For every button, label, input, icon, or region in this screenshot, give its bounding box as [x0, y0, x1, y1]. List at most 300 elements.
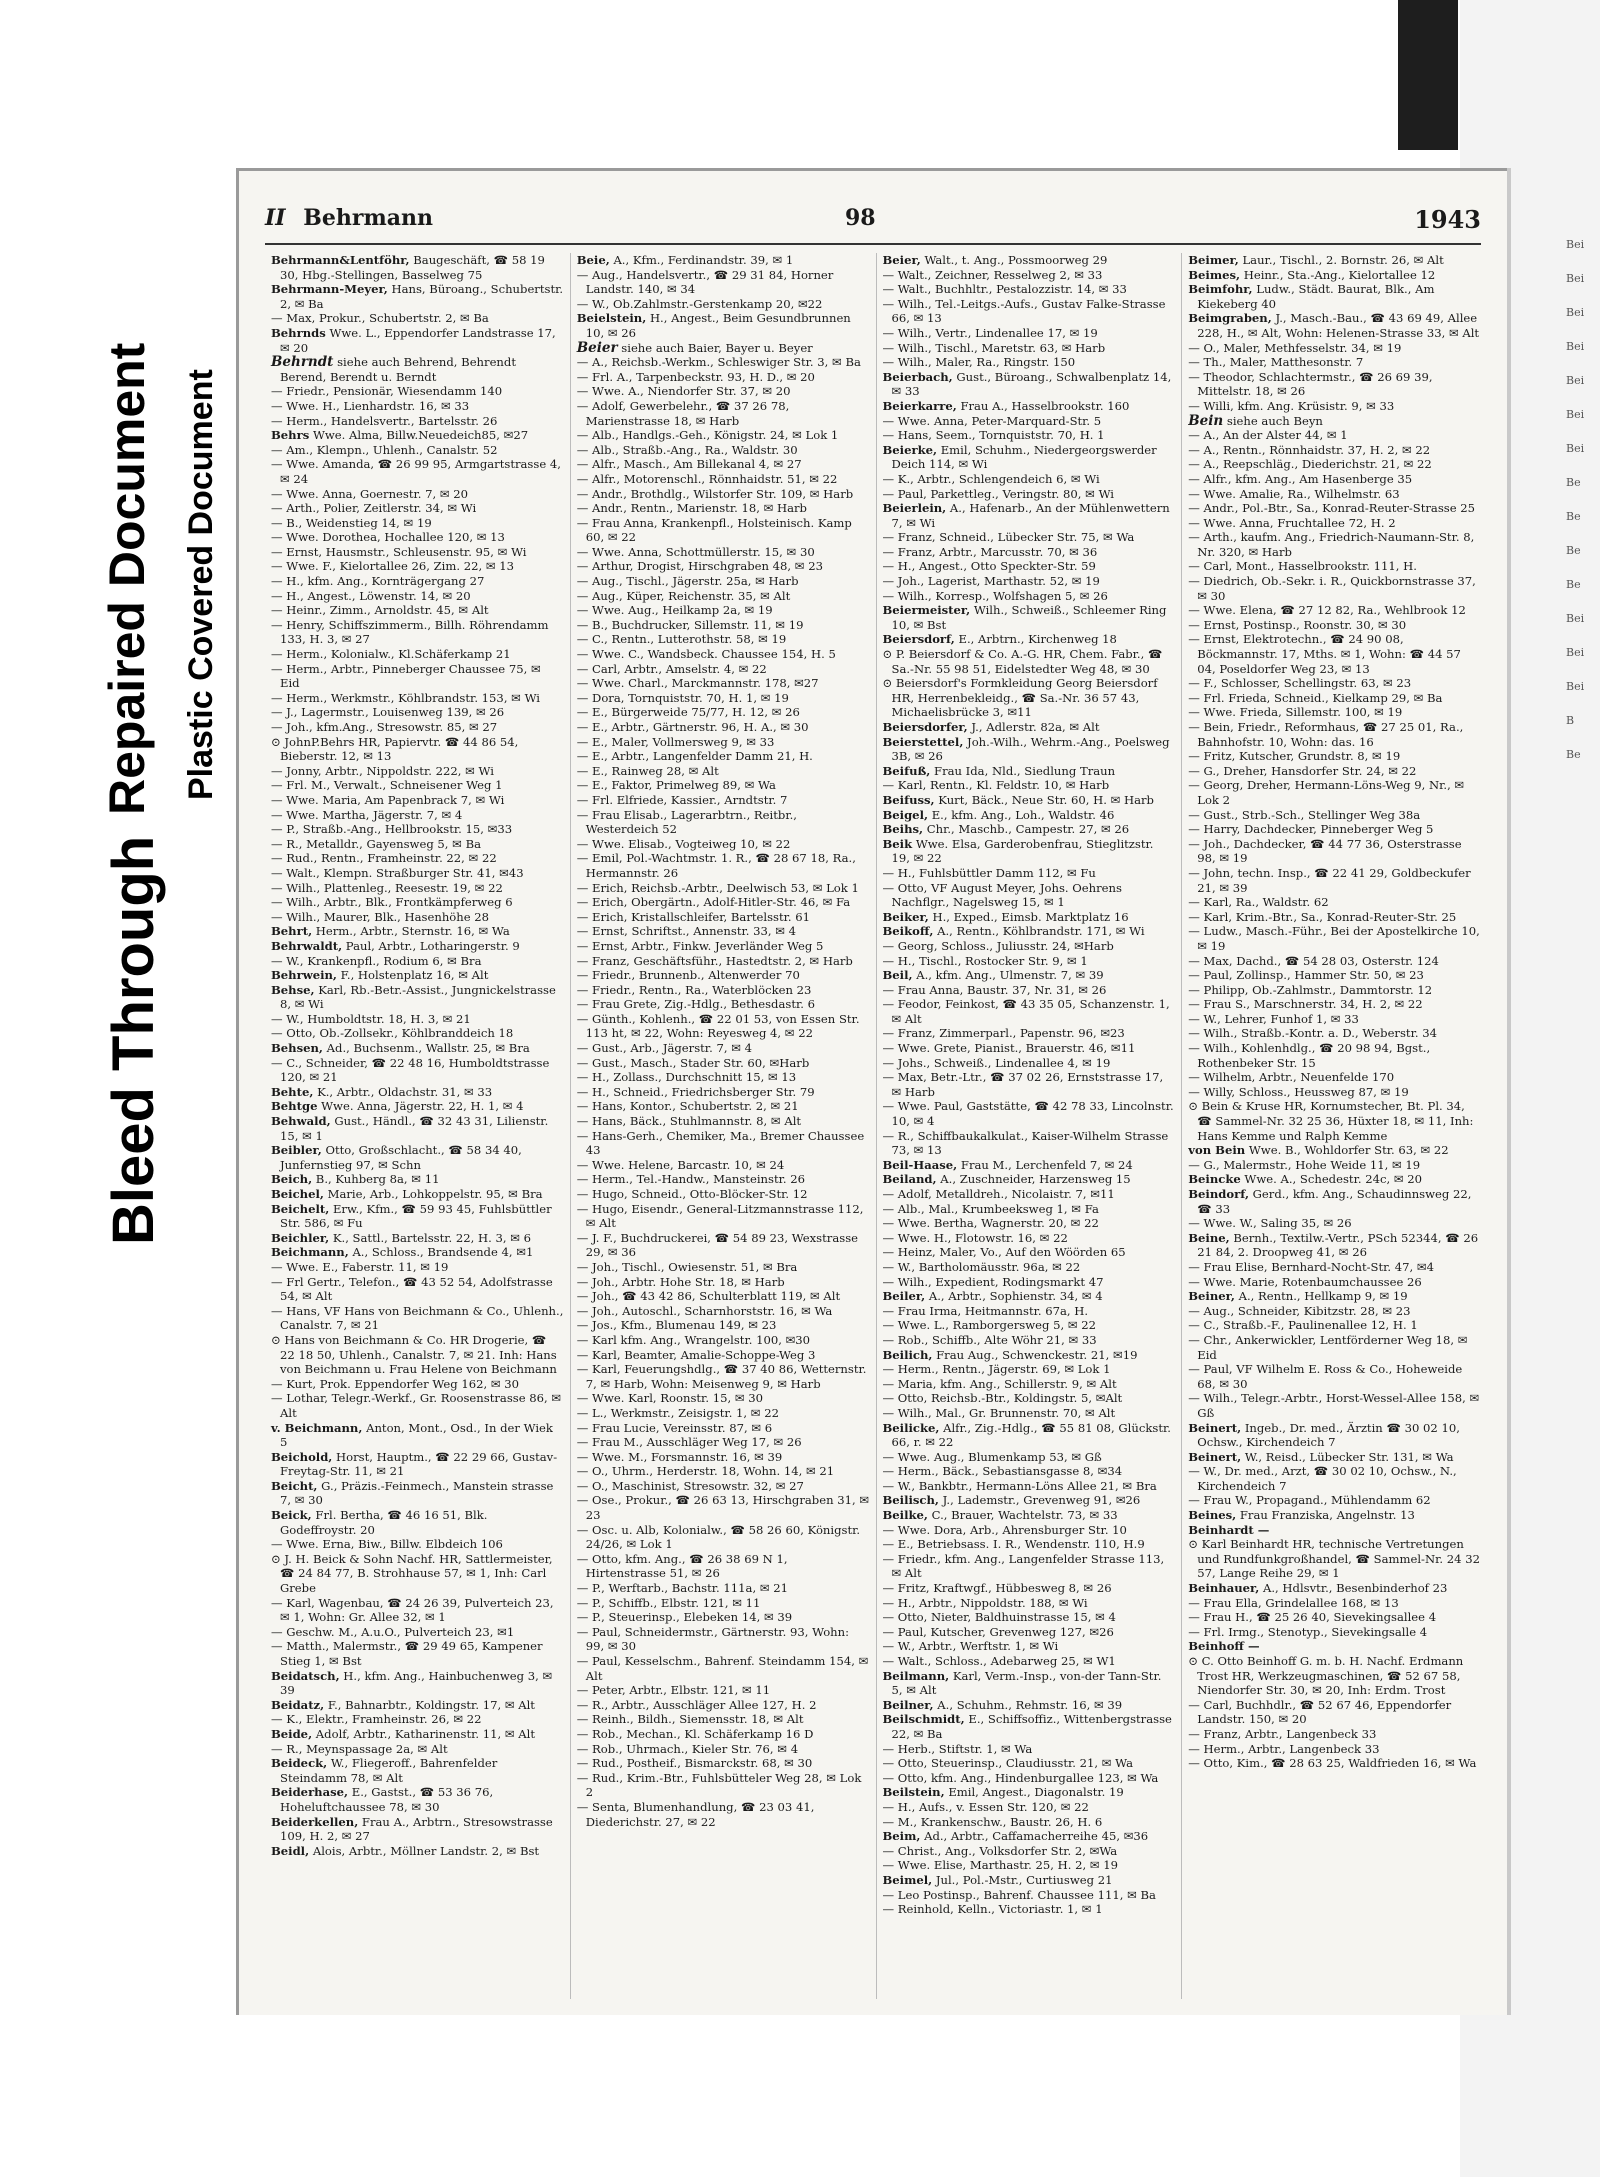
directory-entry — [1188, 618, 1481, 633]
entry-text: — Wwe. Martha, Jägerstr. 7, ✉ 4 — [271, 807, 463, 822]
entry-text: Heinr., Sta.-Ang., Kielortallee 12 — [1243, 267, 1436, 282]
directory-entry — [577, 1464, 870, 1479]
directory-entry — [577, 516, 870, 545]
entry-surname: Beichel, — [271, 1187, 324, 1201]
entry-text: — Lothar, Telegr.-Werkf., Gr. Roosenstrasse 86, ✉ Alt — [271, 1391, 562, 1420]
directory-entry — [883, 1289, 1176, 1304]
entry-text: — Paul, Zollinsp., Hammer Str. 50, ✉ 23 — [1188, 968, 1424, 983]
entry-text: — G., Malermstr., Hohe Weide 11, ✉ 19 — [1188, 1157, 1421, 1172]
directory-entry — [883, 1698, 1176, 1713]
entry-text: — Alb., Handlgs.-Geh., Königstr. 24, ✉ Lok 1 — [576, 428, 839, 443]
entry-surname: Beigel, — [882, 807, 929, 822]
directory-entry — [1188, 1581, 1481, 1596]
directory-entry — [883, 1537, 1176, 1552]
directory-entry — [271, 1844, 564, 1859]
entry-text: — Hans, Bäck., Stuhlmannstr. 8, ✉ Alt — [576, 1114, 802, 1129]
entry-text: — Wilh., Maler, Ra., Ringstr. 150 — [882, 355, 1076, 370]
directory-entry — [271, 1143, 564, 1172]
entry-surname: Beiland, — [882, 1172, 937, 1187]
entry-text: — Hans, VF Hans von Beichmann & Co., Uhlenh., Canalstr. 7, ✉ 21 — [271, 1303, 564, 1333]
entry-text: — Erich, Reichsb.-Arbtr., Deelwisch 53, ✉ Lok 1 — [576, 880, 859, 895]
entry-text: — Frau Irma, Heitmannstr. 67a, H. — [882, 1303, 1089, 1318]
entry-text: — Frl. Frieda, Schneid., Kielkamp 29, ✉ Ba — [1188, 690, 1443, 705]
entry-text: — Alb., Straßb.-Ang., Ra., Waldstr. 30 — [576, 442, 798, 457]
entry-text: — E., Rainweg 28, ✉ Alt — [576, 763, 719, 778]
entry-text: — Frau H., ☎ 25 26 40, Sievekingsallee 4 — [1188, 1610, 1437, 1625]
entry-text: — Adolf, Metalldreh., Nicolaistr. 7, ✉11 — [882, 1187, 1115, 1201]
directory-entry — [577, 910, 870, 925]
entry-text: — Otto, Reichsb.-Btr., Koldingstr. 5, ✉Alt — [882, 1391, 1123, 1406]
entry-text: — Aug., Schneider, Kibitzstr. 28, ✉ 23 — [1188, 1303, 1411, 1318]
column-3 — [877, 253, 1183, 1999]
entry-surname: Beiersdorf, — [882, 632, 955, 647]
entry-text: — Theodor, Schlachtermstr., ☎ 26 69 39, Mittelstr. 18, ✉ 26 — [1188, 369, 1433, 399]
directory-entry — [577, 311, 870, 340]
entry-text: — Herm., Kolonialw., Kl.Schäferkamp 21 — [271, 647, 511, 662]
entry-text: — Th., Maler, Matthesonstr. 7 — [1188, 355, 1364, 370]
directory-entry — [883, 1421, 1176, 1450]
entry-text: — Heinz, Maler, Vo., Auf den Wöörden 65 — [882, 1245, 1126, 1260]
entry-text: — Wwe. Marie, Rotenbaumchaussee 26 — [1188, 1274, 1422, 1289]
entry-text: — Wwe. Anna, Fruchtallee 72, H. 2 — [1188, 515, 1396, 530]
directory-entry — [271, 1041, 564, 1056]
entry-surname: Behrwein, — [271, 968, 337, 983]
directory-entry — [883, 735, 1176, 764]
entry-text: — Paul, VF Wilhelm E. Ross & Co., Hoheweide 68, ✉ 30 — [1188, 1362, 1463, 1391]
entry-text: — Herm., Arbtr., Langenbeck 33 — [1188, 1741, 1380, 1756]
directory-entry — [577, 851, 870, 880]
directory-entry — [883, 1873, 1176, 1888]
entry-text: — P., Werftarb., Bachstr. 111a, ✉ 21 — [576, 1581, 788, 1596]
entry-text: — Joh., kfm.Ang., Stresowstr. 85, ✉ 27 — [271, 720, 498, 734]
directory-entry — [1188, 1289, 1481, 1304]
entry-text: Jul., Pol.-Mstr., Curtiusweg 21 — [935, 1872, 1113, 1887]
entry-text: — Herm., Handelsvertr., Bartelsstr. 26 — [271, 413, 498, 428]
entry-surname: Behrwaldt, — [271, 938, 343, 953]
directory-entry — [883, 764, 1176, 779]
entry-text: — A., Rentn., Rönnhaidstr. 37, H. 2, ✉ 22 — [1188, 442, 1431, 457]
entry-text: A., kfm. Ang., Ulmenstr. 7, ✉ 39 — [916, 968, 1104, 983]
entry-text: — Wwe. Aug., Blumenkamp 53, ✉ Gß — [882, 1449, 1102, 1464]
entry-text: — G., Dreher, Hansdorfer Str. 24, ✉ 22 — [1188, 763, 1417, 778]
entry-surname: Behrs — [271, 428, 310, 443]
directory-entry — [577, 1406, 870, 1421]
directory-entry — [883, 910, 1176, 925]
entry-text: — Wwe. Anna, Goernestr. 7, ✉ 20 — [271, 486, 469, 501]
entry-text: Frau Ida, Nld., Siedlung Traun — [934, 763, 1116, 778]
entry-text: — Hugo, Schneid., Otto-Blöcker-Str. 12 — [576, 1187, 808, 1201]
entry-text: Wwe. L., Eppendorfer Landstrasse 17, ✉ 20 — [280, 325, 556, 355]
entry-text: — Georg, Schloss., Juliusstr. 24, ✉Harb — [882, 938, 1114, 953]
directory-entry — [271, 1479, 564, 1508]
directory-entry — [883, 676, 1176, 720]
directory-entry — [883, 1172, 1176, 1187]
entry-text: ⊙ Bein & Kruse HR, Kornumstecher, Bt. Pl. 34, ☎ Sammel-Nr. 32 25 36, Hüxter 18, ✉ 11, Inh: Hans Kemme und Ralph Kemme — [1188, 1099, 1474, 1143]
entry-text: — Fritz, Kraftwgf., Hübbesweg 8, ✉ 26 — [882, 1581, 1112, 1596]
directory-entry — [271, 282, 564, 311]
entry-text: — Joh., Dachdecker, ☎ 44 77 36, Osterstrasse 98, ✉ 19 — [1188, 836, 1462, 866]
entry-text: — Frl. Irmg., Stenotyp., Sievekingsalle 4 — [1188, 1624, 1428, 1639]
entry-text: — Arthur, Drogist, Hirschgraben 48, ✉ 23 — [576, 559, 823, 574]
directory-entry — [1188, 603, 1481, 618]
directory-entry — [1188, 1216, 1481, 1231]
directory-entry — [1188, 399, 1481, 414]
directory-entry — [577, 370, 870, 385]
entry-text: — Frau Grete, Zig.-Hdlg., Bethesdastr. 6 — [576, 997, 816, 1012]
entry-text: — Rob., Uhrmach., Kieler Str. 76, ✉ 4 — [576, 1741, 799, 1756]
entry-text: — Geschw. M., A.u.O., Pulverteich 23, ✉1 — [271, 1624, 515, 1639]
peek-fragment: Bei — [1566, 612, 1585, 625]
directory-entry — [1188, 1698, 1481, 1727]
directory-entry — [883, 443, 1176, 472]
entry-text: Wwe. A., Schedestr. 24c, ✉ 20 — [1244, 1172, 1422, 1187]
directory-entry — [271, 837, 564, 852]
entry-text: — Alfr., Motorenschl., Rönnhaidstr. 51, ✉ 22 — [576, 471, 838, 486]
directory-entry — [1188, 1756, 1481, 1771]
entry-text: — Herm., Werkmstr., Köhlbrandstr. 153, ✉ Wi — [271, 690, 541, 705]
entry-surname: Beiner, — [1188, 1289, 1235, 1304]
entry-surname: Beierke, — [882, 442, 938, 457]
entry-text: C., Brauer, Wachtelstr. 73, ✉ 33 — [931, 1508, 1118, 1523]
entry-text: — W., Arbtr., Werftstr. 1, ✉ Wi — [882, 1639, 1059, 1654]
entry-surname: Beinhoff — — [1188, 1639, 1260, 1654]
directory-entry — [271, 1202, 564, 1231]
entry-text: A., Schloss., Brandsende 4, ✉1 — [352, 1245, 534, 1260]
directory-entry — [577, 1070, 870, 1085]
directory-entry — [883, 1464, 1176, 1479]
directory-entry — [271, 778, 564, 793]
entry-text: Alfr., Zig.-Hdlg., ☎ 55 81 08, Glückstr. 66, r. ✉ 22 — [891, 1420, 1171, 1450]
entry-text: Wilh., Schweiß., Schleemer Ring 10, ✉ Bst — [891, 603, 1167, 632]
directory-entry — [1188, 1231, 1481, 1260]
directory-entry — [271, 559, 564, 574]
directory-entry — [577, 1158, 870, 1173]
directory-entry — [883, 1800, 1176, 1815]
entry-text: — Diedrich, Ob.-Sekr. i. R., Quickbornstrasse 37, ✉ 30 — [1188, 574, 1476, 603]
directory-entry — [1188, 1654, 1481, 1698]
directory-entry — [271, 1231, 564, 1246]
directory-entry — [1188, 1493, 1481, 1508]
directory-entry — [1188, 457, 1481, 472]
entry-surname: Beindorf, — [1188, 1187, 1249, 1201]
directory-entry — [883, 1129, 1176, 1158]
directory-entry — [883, 1318, 1176, 1333]
entry-surname: Beilschmidt, — [882, 1712, 965, 1727]
entry-surname: Behtge — [271, 1099, 318, 1114]
entry-text: — Wwe. Dorothea, Hochallee 120, ✉ 13 — [271, 530, 505, 545]
entry-surname: Behrmann-Meyer, — [271, 282, 388, 297]
entry-text: — Rud., Rentn., Framheinstr. 22, ✉ 22 — [271, 851, 497, 866]
entry-surname: Beil-Haase, — [882, 1157, 958, 1172]
directory-entry — [577, 1085, 870, 1100]
entry-text: — Frau Elisab., Lagerarbtrn., Reitbr., Westerdeich 52 — [576, 807, 797, 837]
entry-text: Ad., Buchsenm., Wallstr. 25, ✉ Bra — [326, 1041, 530, 1056]
directory-entry — [1188, 1304, 1481, 1319]
entry-text: — Franz, Arbtr., Marcusstr. 70, ✉ 36 — [882, 544, 1098, 559]
entry-text: Frl. Bertha, ☎ 46 16 51, Blk. Godeffroystr. 20 — [280, 1508, 488, 1537]
directory-entry — [1188, 983, 1481, 998]
directory-entry — [883, 1508, 1176, 1523]
entry-surname: Beidl, — [271, 1843, 310, 1858]
entry-surname: v. Beichmann, — [271, 1420, 363, 1435]
entry-text: — Otto, Kim., ☎ 28 63 25, Waldfrieden 16, ✉ Wa — [1188, 1756, 1477, 1771]
entry-text: — Alfr., Masch., Am Billekanal 4, ✉ 27 — [576, 457, 802, 472]
directory-entry — [577, 1523, 870, 1552]
directory-entry — [1188, 720, 1481, 749]
entry-text: — Wilh., Tel.-Leitgs.-Aufs., Gustav Falke-Strasse 66, ✉ 13 — [882, 296, 1166, 326]
entry-text: — J. F., Buchdruckerei, ☎ 54 89 23, Wexstrasse 29, ✉ 36 — [576, 1230, 858, 1260]
entry-text: — Wwe. Charl., Marckmannstr. 178, ✉27 — [576, 676, 819, 691]
entry-text: — Christ., Ang., Volksdorfer Str. 2, ✉Wa — [882, 1843, 1118, 1858]
entry-text: — Dora, Tornquiststr. 70, H. 1, ✉ 19 — [576, 690, 789, 705]
directory-entry — [577, 1581, 870, 1596]
entry-text: — Matth., Malermstr., ☎ 29 49 65, Kampener Stieg 1, ✉ Bst — [271, 1639, 543, 1668]
peek-fragment: Be — [1566, 510, 1581, 523]
entry-surname: Beier, — [882, 253, 921, 267]
entry-text: J., Adlerstr. 82a, ✉ Alt — [971, 720, 1100, 734]
directory-entry — [577, 881, 870, 896]
entry-surname: Beihs, — [882, 822, 924, 837]
entry-text: G., Präzis.-Feinmech., Manstein strasse 7, ✉ 30 — [280, 1478, 554, 1508]
directory-entry — [1188, 910, 1481, 925]
directory-entry — [883, 1712, 1176, 1741]
directory-entry — [883, 1552, 1176, 1581]
entry-surname: Beimer, — [1188, 253, 1239, 267]
directory-entry — [1188, 1523, 1481, 1538]
entry-text: — Hans-Gerh., Chemiker, Ma., Bremer Chaussee 43 — [576, 1128, 865, 1158]
entry-text: — Fritz, Kutscher, Grundstr. 8, ✉ 19 — [1188, 749, 1401, 764]
entry-text: E., Gastst., ☎ 53 36 76, Hoheluftchaussee 78, ✉ 30 — [280, 1785, 494, 1814]
directory-entry — [1188, 1085, 1481, 1100]
entry-text: — Paul, Kutscher, Grevenweg 127, ✉26 — [882, 1624, 1114, 1639]
entry-text: A., Schuhm., Rehmstr. 16, ✉ 39 — [937, 1697, 1123, 1712]
entry-text: — Karl, Krim.-Btr., Sa., Konrad-Reuter-Str. 25 — [1188, 909, 1457, 924]
directory-entry — [271, 720, 564, 735]
entry-text: — Wwe. Anna, Schottmüllerstr. 15, ✉ 30 — [576, 544, 815, 559]
directory-entry — [1188, 487, 1481, 502]
entry-surname: Beilich, — [882, 1347, 933, 1362]
entry-text: — B., Buchdrucker, Sillemstr. 11, ✉ 19 — [576, 617, 804, 632]
entry-text: — Franz, Geschäftsführ., Hastedtstr. 2, ✉ Harb — [576, 953, 853, 968]
entry-text: — R., Meynspassage 2a, ✉ Alt — [271, 1741, 448, 1756]
entry-text: — Karl, Ra., Waldstr. 62 — [1188, 895, 1329, 910]
directory-entry — [883, 997, 1176, 1026]
entry-text: — Wwe. E., Faberstr. 11, ✉ 19 — [271, 1259, 449, 1274]
directory-entry — [883, 399, 1176, 414]
peek-fragment: Bei — [1566, 374, 1585, 387]
entry-text: — Henry, Schiffszimmerm., Billh. Röhrendamm 133, H. 3, ✉ 27 — [271, 617, 549, 647]
directory-entry — [271, 1391, 564, 1420]
entry-text: — H., Aufs., v. Essen Str. 120, ✉ 22 — [882, 1799, 1089, 1814]
directory-entry — [577, 1683, 870, 1698]
peek-fragment: Bei — [1566, 442, 1585, 455]
directory-entry — [577, 1114, 870, 1129]
entry-text: — W., Bartholomäusstr. 96a, ✉ 22 — [882, 1259, 1081, 1274]
entry-text: — Andr., Rentn., Marienstr. 18, ✉ Harb — [576, 501, 807, 516]
entry-text: — Emil, Pol.-Wachtmstr. 1. R., ☎ 28 67 18, Ra., Hermannstr. 26 — [576, 851, 856, 880]
directory-entry — [883, 1785, 1176, 1800]
directory-entry — [271, 1625, 564, 1640]
entry-text: K., Arbtr., Oldachstr. 31, ✉ 33 — [317, 1084, 493, 1099]
entry-surname: Beinhardt — — [1188, 1522, 1270, 1537]
entry-columns — [265, 253, 1487, 1999]
directory-entry — [271, 1639, 564, 1668]
entry-text: — Peter, Arbtr., Elbstr. 121, ✉ 11 — [576, 1683, 771, 1698]
entry-text: — H., Zollass., Durchschnitt 15, ✉ 13 — [576, 1070, 797, 1085]
entry-surname: Beilisch, — [882, 1493, 939, 1508]
entry-text: — Ludw., Masch.-Führ., Bei der Apostelkirche 10, ✉ 19 — [1188, 924, 1480, 953]
entry-text: — Wwe. Karl, Roonstr. 15, ✉ 30 — [576, 1391, 763, 1406]
directory-entry — [883, 881, 1176, 910]
entry-text: — Karl kfm. Ang., Wrangelstr. 100, ✉30 — [576, 1332, 811, 1347]
entry-text: — Willi, kfm. Ang. Krüsistr. 9, ✉ 33 — [1188, 398, 1395, 413]
directory-entry — [1188, 1158, 1481, 1173]
entry-text: — Ernst, Schriftst., Annenstr. 33, ✉ 4 — [576, 924, 797, 939]
directory-entry — [271, 1698, 564, 1713]
directory-entry — [577, 545, 870, 560]
directory-entry — [577, 1742, 870, 1757]
entry-text: — H., Fuhlsbüttler Damm 112, ✉ Fu — [882, 865, 1096, 880]
directory-entry — [1188, 559, 1481, 574]
directory-entry — [271, 414, 564, 429]
entry-text: — Ernst, Elektrotechn., ☎ 24 90 08, Böckmannstr. 17, Mths. ✉ 1, Wohn: ☎ 44 57 04, Poseldorfer Weg 23, ✉ 13 — [1188, 632, 1461, 676]
directory-entry — [577, 1435, 870, 1450]
directory-entry — [577, 837, 870, 852]
entry-text: — Harry, Dachdecker, Pinneberger Weg 5 — [1188, 822, 1434, 837]
directory-entry — [577, 428, 870, 443]
entry-text: — Carl, Buchhdlr., ☎ 52 67 46, Eppendorfer Landstr. 150, ✉ 20 — [1188, 1697, 1452, 1727]
entry-text: ⊙ Beiersdorf's Formkleidung Georg Beiersdorf HR, Herrenbekleidg., ☎ Sa.-Nr. 36 57 43, Michaelisbrücke 3, ✉11 — [882, 676, 1158, 720]
entry-surname: Beilicke, — [882, 1420, 940, 1435]
header-rule — [265, 243, 1481, 245]
entry-text: Emil, Schuhm., Niedergeorgswerder Deich 114, ✉ Wi — [891, 442, 1157, 472]
entry-text: — Otto, Nieter, Baldhuinstrasse 15, ✉ 4 — [882, 1610, 1116, 1625]
entry-text: — Wilh., Korresp., Wolfshagen 5, ✉ 26 — [882, 588, 1108, 603]
entry-text: A., Rentn., Köhlbrandstr. 171, ✉ Wi — [937, 924, 1145, 939]
directory-entry — [577, 1610, 870, 1625]
entry-text: — Frl. Elfriede, Kassier., Arndtstr. 7 — [576, 792, 788, 807]
directory-entry — [577, 1552, 870, 1581]
directory-entry — [883, 1829, 1176, 1844]
directory-entry — [577, 1056, 870, 1071]
entry-text: — E., Maler, Vollmersweg 9, ✉ 33 — [576, 734, 775, 749]
directory-entry — [1188, 866, 1481, 895]
directory-entry — [577, 1333, 870, 1348]
directory-entry — [883, 1245, 1176, 1260]
directory-entry — [577, 1698, 870, 1713]
directory-entry — [577, 1289, 870, 1304]
directory-entry — [883, 1639, 1176, 1654]
entry-surname: Beide, — [271, 1726, 313, 1741]
entry-text: — Wwe. C., Wandsbeck. Chaussee 154, H. 5 — [576, 647, 836, 662]
directory-entry — [271, 545, 564, 560]
entry-text: — Wwe. F., Kielortallee 26, Zim. 22, ✉ 13 — [271, 559, 515, 574]
directory-entry — [1188, 1260, 1481, 1275]
entry-text: — Rud., Postheif., Bismarckstr. 68, ✉ 30 — [576, 1756, 813, 1771]
directory-entry — [883, 1260, 1176, 1275]
entry-text: ⊙ J. H. Beick & Sohn Nachf. HR, Sattlermeister, ☎ 24 84 77, B. Strohhause 57, ✉ 1, Inh: Carl Grebe — [271, 1551, 553, 1596]
directory-entry — [1188, 632, 1481, 676]
directory-entry — [577, 1172, 870, 1187]
entry-text: Joh.-Wilh., Wehrm.-Ang., Poelsweg 3B, ✉ 26 — [891, 734, 1170, 764]
directory-entry — [271, 1508, 564, 1537]
entry-text: — H., Tischl., Rostocker Str. 9, ✉ 1 — [882, 953, 1088, 968]
year: 1943 — [1414, 205, 1481, 234]
directory-entry — [883, 1844, 1176, 1859]
directory-entry — [577, 1450, 870, 1465]
directory-entry — [1188, 1026, 1481, 1041]
entry-text: Baugeschäft, ☎ 58 19 30, Hbg.-Stellingen, Basselweg 75 — [280, 253, 545, 282]
entry-text: — Kurt, Prok. Eppendorfer Weg 162, ✉ 30 — [271, 1376, 519, 1391]
directory-entry — [1188, 516, 1481, 531]
entry-text: — A., Reepschläg., Diederichstr. 21, ✉ 22 — [1188, 457, 1432, 472]
entry-text: — Friedr., Brunnenb., Altenwerder 70 — [576, 968, 800, 983]
directory-entry — [883, 1596, 1176, 1611]
directory-entry — [883, 1231, 1176, 1246]
entry-text: — Joh., Tischl., Owiesenstr. 51, ✉ Bra — [576, 1259, 798, 1274]
entry-text: — Wwe. W., Saling 35, ✉ 26 — [1188, 1216, 1352, 1231]
entry-text: E., Arbtrn., Kirchenweg 18 — [958, 632, 1117, 647]
directory-entry — [1188, 705, 1481, 720]
directory-entry — [271, 910, 564, 925]
directory-entry — [1188, 1742, 1481, 1757]
entry-text: Wwe. B., Wohldorfer Str. 63, ✉ 22 — [1248, 1143, 1449, 1158]
directory-entry — [577, 297, 870, 312]
entry-text: Ingeb., Dr. med., Ärztin ☎ 30 02 10, Ochsw., Kirchendeich 7 — [1197, 1420, 1460, 1450]
entry-text: — H., Angest., Otto Speckter-Str. 59 — [882, 559, 1096, 574]
entry-text: — Otto, kfm. Ang., Hindenburgallee 123, ✉ Wa — [882, 1770, 1159, 1785]
directory-entry — [883, 954, 1176, 969]
directory-entry — [577, 808, 870, 837]
entry-text: — Herm., Arbtr., Pinneberger Chaussee 75, ✉ Eid — [271, 661, 541, 691]
directory-entry — [577, 1771, 870, 1800]
directory-entry — [271, 1275, 564, 1304]
entry-text: — Wwe. Frieda, Sillemstr. 100, ✉ 19 — [1188, 705, 1403, 720]
directory-entry — [883, 924, 1176, 939]
entry-text: — Wilh., Telegr.-Arbtr., Horst-Wessel-Allee 158, ✉ Gß — [1188, 1391, 1480, 1420]
directory-entry — [1188, 443, 1481, 458]
column-4 — [1182, 253, 1487, 1999]
peek-fragment: Bei — [1566, 646, 1585, 659]
directory-entry — [271, 1669, 564, 1698]
entry-text: — Herm., Tel.-Handw., Mansteinstr. 26 — [576, 1172, 806, 1187]
scanner-dark-tab — [1398, 0, 1458, 150]
directory-entry — [271, 764, 564, 779]
entry-text: — Wwe. Erna, Biw., Billw. Elbdeich 106 — [271, 1537, 503, 1552]
directory-entry — [577, 574, 870, 589]
entry-surname: Beine, — [1188, 1230, 1230, 1245]
directory-entry — [271, 457, 564, 486]
entry-text: — Wwe. Elena, ☎ 27 12 82, Ra., Wehlbrook 12 — [1188, 603, 1466, 618]
entry-text: Herm., Arbtr., Sternstr. 16, ✉ Wa — [315, 924, 510, 939]
entry-text: — Ernst, Hausmstr., Schleusenstr. 95, ✉ Wi — [271, 544, 527, 559]
entry-surname: Beilke, — [882, 1508, 928, 1523]
entry-surname: Beick, — [271, 1508, 312, 1523]
entry-text: — W., Humboldtstr. 18, H. 3, ✉ 21 — [271, 1011, 471, 1026]
directory-entry — [883, 1158, 1176, 1173]
label-bleed-through: Bleed Through — [101, 835, 166, 1245]
entry-text: — Wwe. Amalie, Ra., Wilhelmstr. 63 — [1188, 486, 1400, 501]
entry-surname: Beichler, — [271, 1230, 330, 1245]
directory-entry — [271, 1245, 564, 1260]
entry-surname: Beielstein, — [576, 311, 647, 326]
entry-surname: Beiler, — [882, 1289, 926, 1304]
directory-entry — [577, 793, 870, 808]
directory-entry — [577, 457, 870, 472]
entry-surname: Beik — [882, 836, 913, 851]
entry-surname: Beideck, — [271, 1756, 328, 1771]
directory-entry — [883, 414, 1176, 429]
